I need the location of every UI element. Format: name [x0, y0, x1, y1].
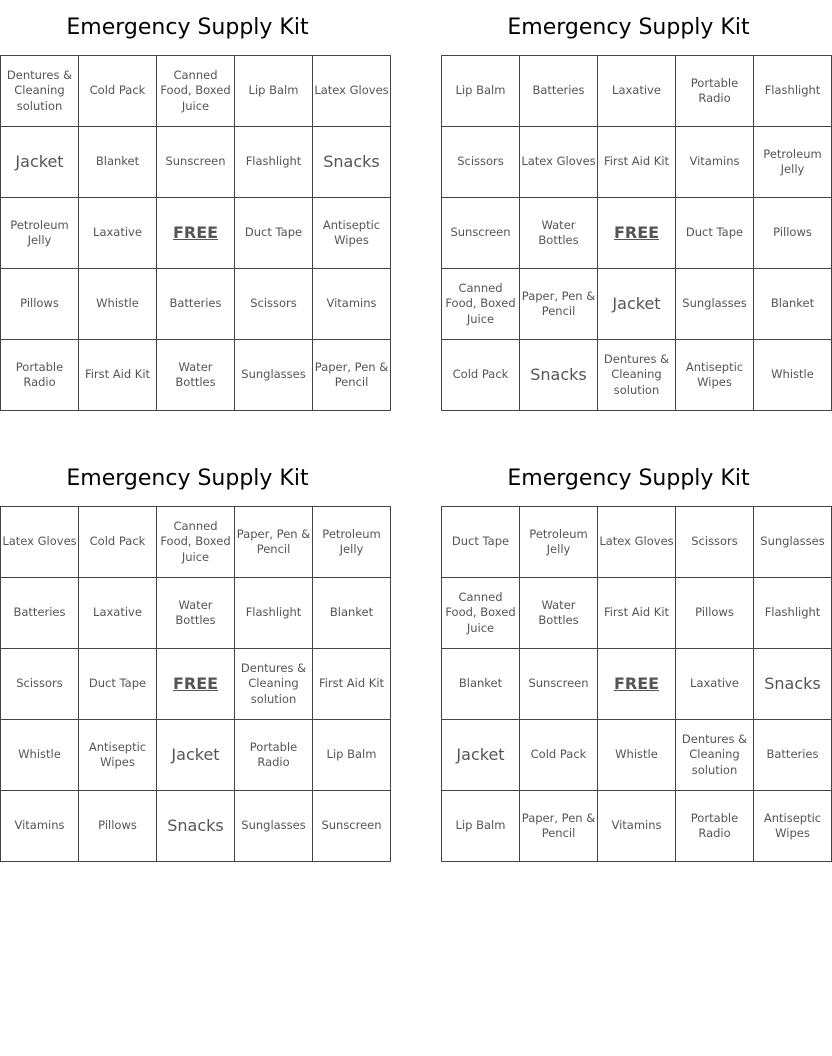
- grid-cell: Petroleum Jelly: [1, 198, 79, 269]
- grid-cell: Jacket: [598, 269, 676, 340]
- grid-cell: Lip Balm: [442, 791, 520, 862]
- grid-cell: Sunscreen: [520, 649, 598, 720]
- grid-cell: Blanket: [313, 578, 391, 649]
- grid-cell: Petroleum Jelly: [520, 507, 598, 578]
- grid-cell: Latex Gloves: [313, 56, 391, 127]
- grid-cell: Water Bottles: [520, 198, 598, 269]
- grid-cell: Scissors: [1, 649, 79, 720]
- grid-row: [442, 507, 832, 578]
- grid-cell: Water Bottles: [157, 578, 235, 649]
- grid-cell: Sunscreen: [313, 791, 391, 862]
- bingo-card-1: [0, 0, 389, 411]
- grid-cell: Portable Radio: [676, 56, 754, 127]
- grid-row: [442, 269, 832, 340]
- grid-cell: Portable Radio: [676, 791, 754, 862]
- grid-cell: Pillows: [1, 269, 79, 340]
- grid-cell: Duct Tape: [79, 649, 157, 720]
- grid-cell: Antiseptic Wipes: [313, 198, 391, 269]
- grid-row: [1, 56, 391, 127]
- grid-cell: Blanket: [442, 649, 520, 720]
- grid-cell: Cold Pack: [79, 507, 157, 578]
- card-title: Emergency Supply Kit: [66, 15, 309, 40]
- grid-cell: Pillows: [754, 198, 832, 269]
- grid-cell: Snacks: [754, 649, 832, 720]
- grid-cell: Water Bottles: [520, 578, 598, 649]
- grid-cell: Whistle: [754, 340, 832, 411]
- grid-row: [1, 269, 391, 340]
- grid-cell: Antiseptic Wipes: [676, 340, 754, 411]
- grid-cell: Latex Gloves: [598, 507, 676, 578]
- grid-cell: Cold Pack: [520, 720, 598, 791]
- grid-row: [1, 198, 391, 269]
- grid-cell: Petroleum Jelly: [754, 127, 832, 198]
- grid-cell: Paper, Pen & Pencil: [313, 340, 391, 411]
- grid-cell: Canned Food, Boxed Juice: [442, 269, 520, 340]
- grid-cell: Laxative: [676, 649, 754, 720]
- grid-cell: Laxative: [598, 56, 676, 127]
- grid-cell: Canned Food, Boxed Juice: [157, 56, 235, 127]
- grid-row: [442, 340, 832, 411]
- grid-cell: Lip Balm: [313, 720, 391, 791]
- grid-row: [1, 340, 391, 411]
- grid-row: [442, 198, 832, 269]
- grid-cell: Sunglasses: [754, 507, 832, 578]
- free-space: FREE: [598, 649, 676, 720]
- grid-cell: Batteries: [157, 269, 235, 340]
- grid-cell: Duct Tape: [442, 507, 520, 578]
- grid-cell: Pillows: [79, 791, 157, 862]
- grid-cell: Paper, Pen & Pencil: [520, 791, 598, 862]
- grid-cell: Duct Tape: [676, 198, 754, 269]
- grid-cell: Snacks: [520, 340, 598, 411]
- grid-cell: Laxative: [79, 578, 157, 649]
- grid-cell: Dentures & Cleaning solution: [235, 649, 313, 720]
- grid-cell: Jacket: [157, 720, 235, 791]
- grid-cell: Flashlight: [754, 578, 832, 649]
- grid-row: [1, 649, 391, 720]
- grid-cell: Scissors: [235, 269, 313, 340]
- grid-cell: Vitamins: [313, 269, 391, 340]
- grid-row: [1, 791, 391, 862]
- grid-cell: First Aid Kit: [79, 340, 157, 411]
- grid-cell: Lip Balm: [235, 56, 313, 127]
- grid-cell: Batteries: [754, 720, 832, 791]
- grid-cell: Sunglasses: [235, 791, 313, 862]
- grid-cell: Cold Pack: [442, 340, 520, 411]
- bingo-grid: [0, 506, 391, 862]
- grid-cell: Paper, Pen & Pencil: [235, 507, 313, 578]
- grid-cell: Paper, Pen & Pencil: [520, 269, 598, 340]
- grid-cell: Batteries: [520, 56, 598, 127]
- grid-row: [1, 578, 391, 649]
- grid-cell: Vitamins: [676, 127, 754, 198]
- grid-cell: First Aid Kit: [598, 127, 676, 198]
- bingo-card-3: [0, 451, 385, 862]
- bingo-grid: [0, 55, 391, 411]
- grid-cell: Sunglasses: [676, 269, 754, 340]
- grid-cell: Snacks: [313, 127, 391, 198]
- grid-cell: Whistle: [1, 720, 79, 791]
- grid-cell: Whistle: [79, 269, 157, 340]
- grid-cell: Flashlight: [754, 56, 832, 127]
- grid-cell: Dentures & Cleaning solution: [598, 340, 676, 411]
- grid-cell: Jacket: [442, 720, 520, 791]
- grid-cell: Flashlight: [235, 578, 313, 649]
- grid-cell: Dentures & Cleaning solution: [676, 720, 754, 791]
- grid-cell: Vitamins: [1, 791, 79, 862]
- grid-cell: Cold Pack: [79, 56, 157, 127]
- free-space: FREE: [157, 649, 235, 720]
- bingo-card-2: [441, 0, 822, 411]
- grid-cell: Batteries: [1, 578, 79, 649]
- grid-cell: Sunscreen: [157, 127, 235, 198]
- free-space: FREE: [157, 198, 235, 269]
- grid-cell: Antiseptic Wipes: [79, 720, 157, 791]
- card-title: Emergency Supply Kit: [66, 466, 309, 491]
- grid-cell: First Aid Kit: [313, 649, 391, 720]
- grid-row: [1, 507, 391, 578]
- grid-cell: Latex Gloves: [520, 127, 598, 198]
- grid-cell: Canned Food, Boxed Juice: [157, 507, 235, 578]
- grid-cell: Antiseptic Wipes: [754, 791, 832, 862]
- grid-row: [442, 578, 832, 649]
- grid-cell: Sunscreen: [442, 198, 520, 269]
- grid-cell: Laxative: [79, 198, 157, 269]
- grid-row: [1, 720, 391, 791]
- grid-row: [442, 649, 832, 720]
- card-title: Emergency Supply Kit: [507, 466, 750, 491]
- grid-cell: Pillows: [676, 578, 754, 649]
- grid-row: [442, 56, 832, 127]
- grid-cell: Portable Radio: [235, 720, 313, 791]
- bingo-grid: [441, 55, 832, 411]
- grid-cell: Flashlight: [235, 127, 313, 198]
- grid-cell: Whistle: [598, 720, 676, 791]
- grid-cell: Vitamins: [598, 791, 676, 862]
- grid-cell: First Aid Kit: [598, 578, 676, 649]
- free-space: FREE: [598, 198, 676, 269]
- grid-row: [1, 127, 391, 198]
- grid-cell: Blanket: [79, 127, 157, 198]
- grid-cell: Sunglasses: [235, 340, 313, 411]
- bingo-card-4: [441, 451, 825, 862]
- grid-cell: Lip Balm: [442, 56, 520, 127]
- grid-cell: Water Bottles: [157, 340, 235, 411]
- grid-cell: Latex Gloves: [1, 507, 79, 578]
- grid-row: [442, 127, 832, 198]
- grid-cell: Canned Food, Boxed Juice: [442, 578, 520, 649]
- grid-cell: Scissors: [442, 127, 520, 198]
- bingo-grid: [441, 506, 832, 862]
- grid-cell: Petroleum Jelly: [313, 507, 391, 578]
- grid-cell: Blanket: [754, 269, 832, 340]
- grid-row: [442, 720, 832, 791]
- grid-cell: Dentures & Cleaning solution: [1, 56, 79, 127]
- grid-cell: Duct Tape: [235, 198, 313, 269]
- card-title: Emergency Supply Kit: [507, 15, 750, 40]
- grid-row: [442, 791, 832, 862]
- grid-cell: Portable Radio: [1, 340, 79, 411]
- grid-cell: Scissors: [676, 507, 754, 578]
- grid-cell: Snacks: [157, 791, 235, 862]
- grid-cell: Jacket: [1, 127, 79, 198]
